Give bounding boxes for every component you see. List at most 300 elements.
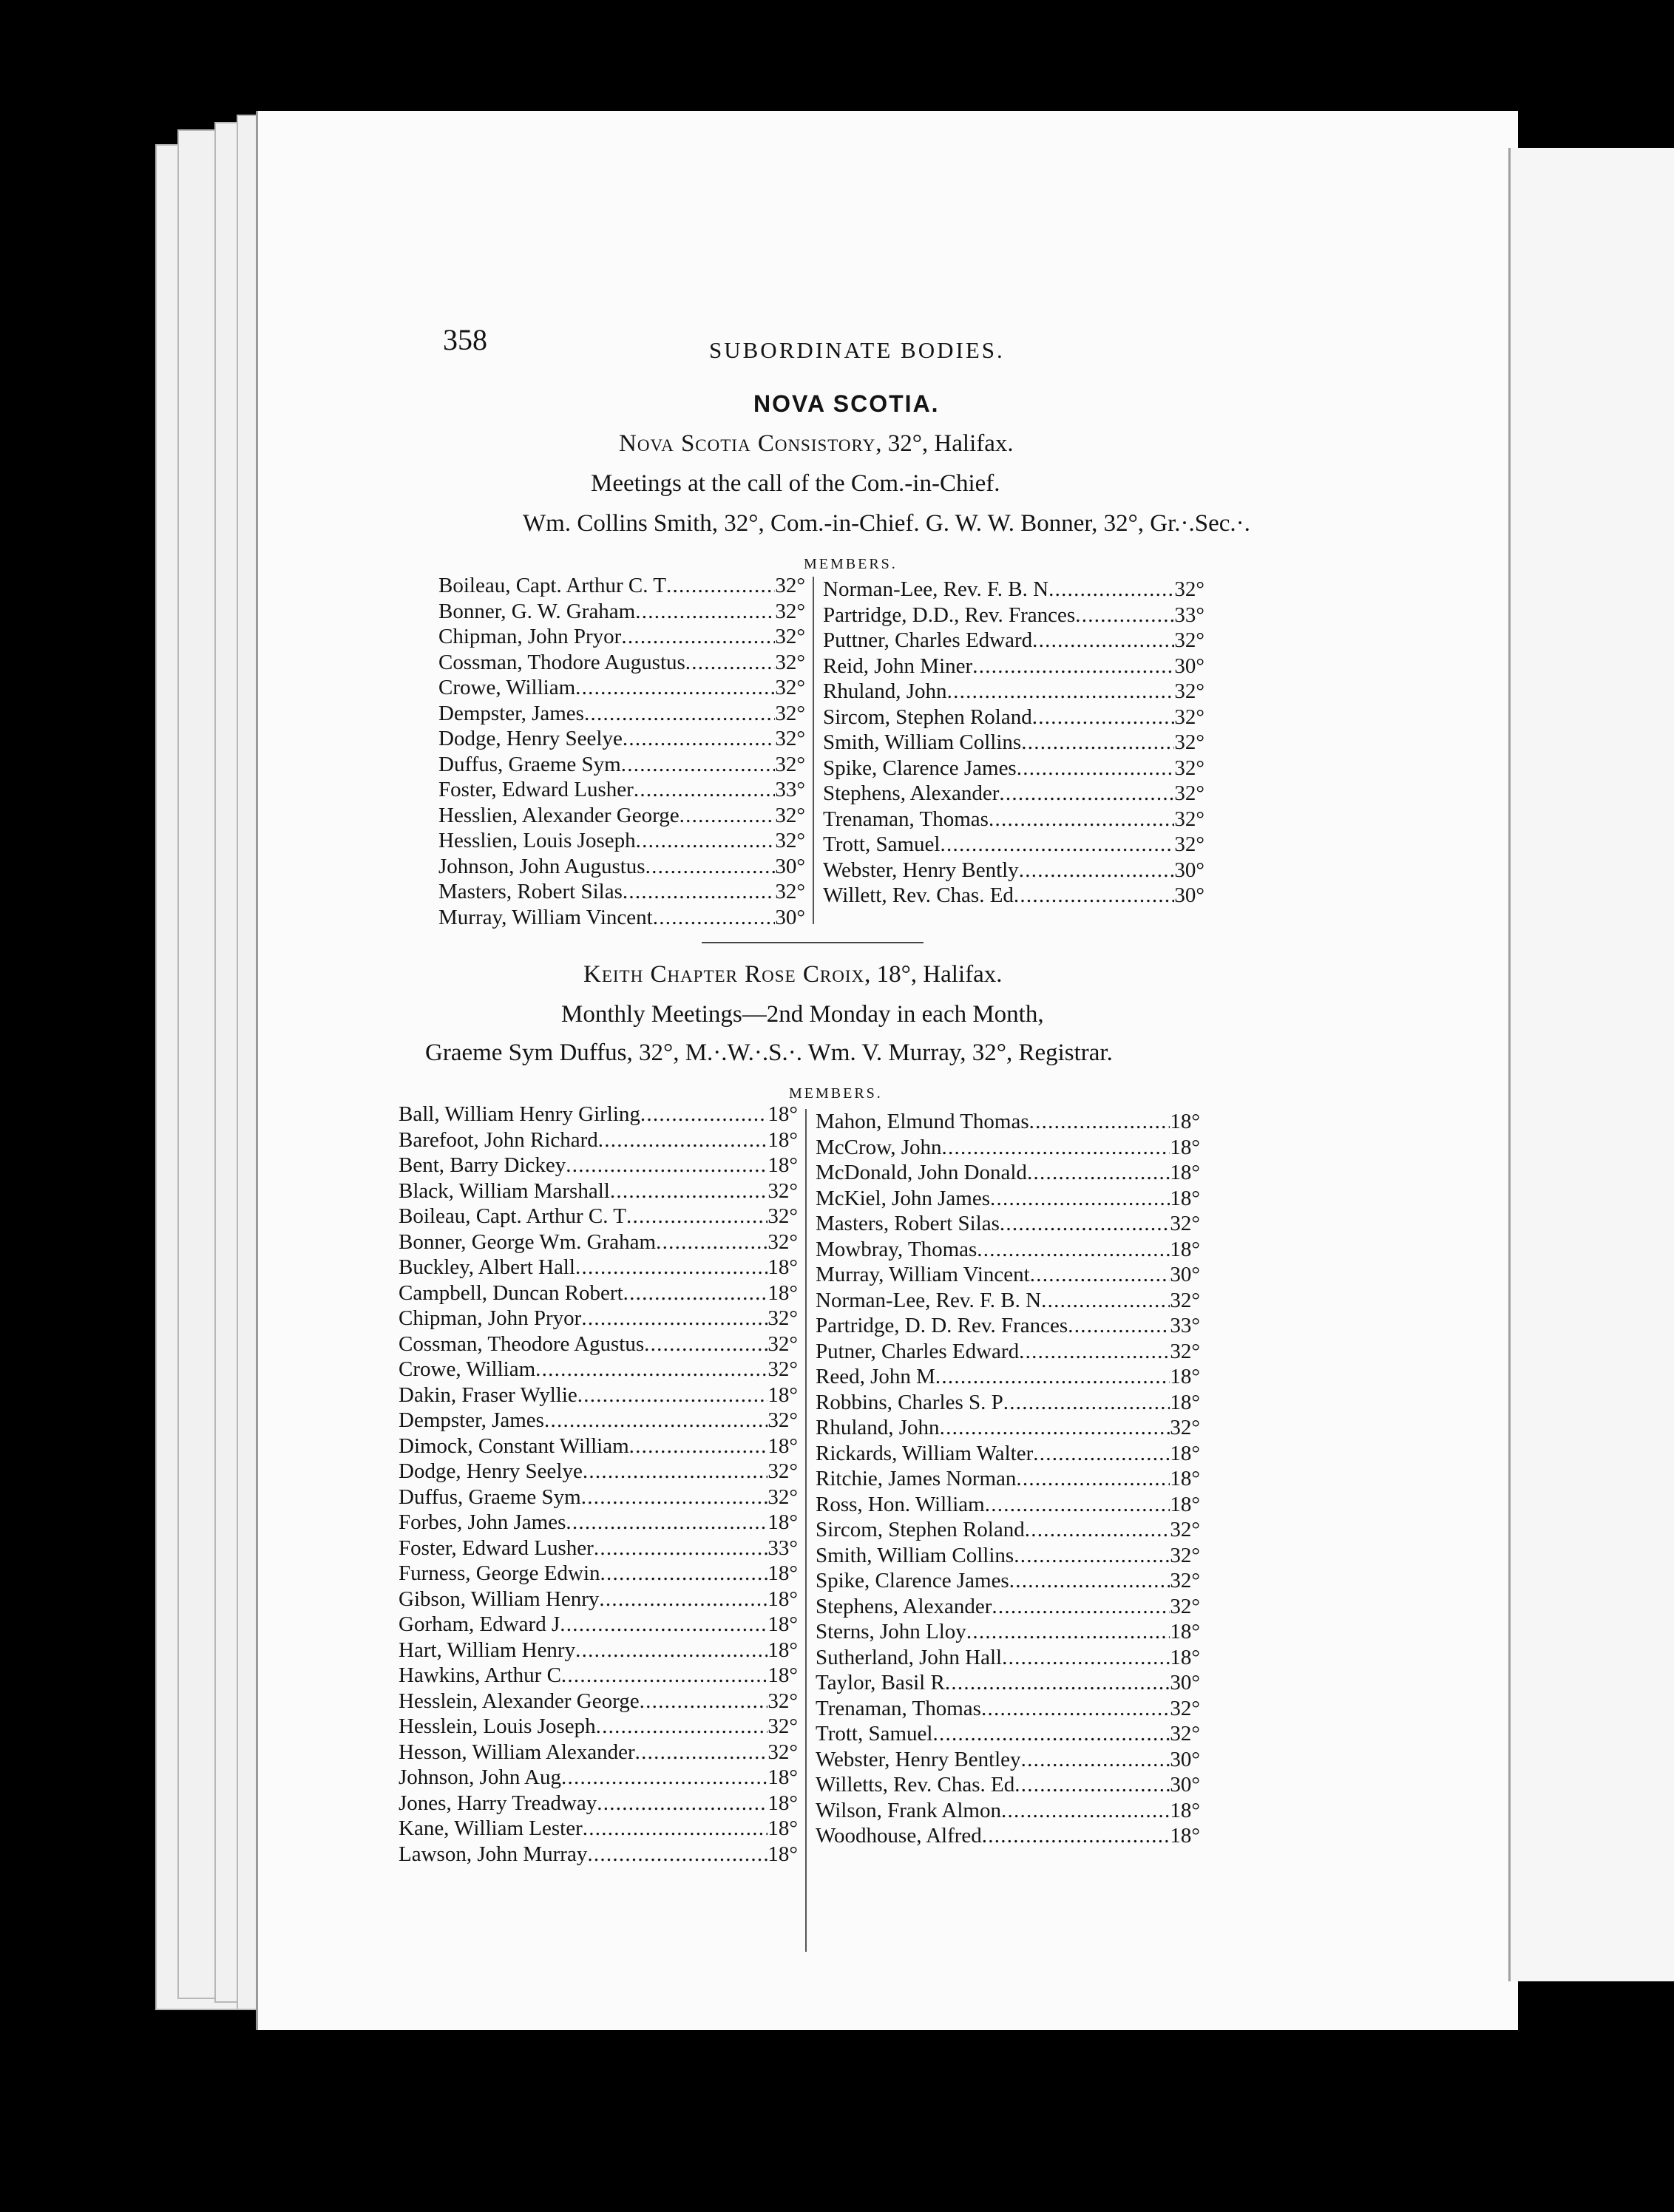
member-name: Sutherland, John Hall bbox=[816, 1645, 1003, 1669]
member-degree: 32° bbox=[1170, 1518, 1200, 1541]
member-entry bbox=[823, 832, 1204, 858]
book-page bbox=[256, 111, 1518, 2030]
dot-leader bbox=[1021, 1747, 1170, 1773]
dot-leader bbox=[640, 1689, 768, 1714]
member-degree: 18° bbox=[767, 1102, 798, 1126]
member-name: Partridge, D.D., Rev. Frances bbox=[823, 603, 1076, 627]
dot-leader bbox=[932, 1721, 1170, 1747]
member-name: McKiel, John James bbox=[816, 1186, 990, 1210]
dot-leader bbox=[587, 1842, 767, 1867]
member-degree: 18° bbox=[1170, 1467, 1200, 1490]
member-name: Trenaman, Thomas bbox=[823, 807, 989, 831]
member-degree: 32° bbox=[1170, 1543, 1200, 1567]
member-degree: 32° bbox=[775, 676, 805, 699]
member-entry bbox=[816, 1160, 1200, 1186]
dot-leader bbox=[1014, 1772, 1170, 1798]
member-entry bbox=[399, 1842, 798, 1867]
member-name: Bent, Barry Dickey bbox=[399, 1153, 566, 1177]
member-degree: 18° bbox=[767, 1791, 798, 1815]
member-name: Dakin, Fraser Wyllie bbox=[399, 1382, 577, 1407]
member-name: Chipman, John Pryor bbox=[438, 625, 622, 648]
member-name: Chipman, John Pryor bbox=[399, 1306, 582, 1330]
member-name: Reid, John Miner bbox=[823, 654, 973, 678]
dot-leader bbox=[623, 726, 776, 752]
member-name: Forbes, John James bbox=[399, 1510, 566, 1534]
dot-leader bbox=[653, 905, 776, 931]
member-name: Duffus, Graeme Sym bbox=[399, 1485, 581, 1509]
member-entry bbox=[399, 1791, 798, 1816]
member-name: Black, William Marshall bbox=[399, 1178, 610, 1203]
member-name: Smith, William Collins bbox=[816, 1543, 1014, 1567]
member-degree: 18° bbox=[1170, 1645, 1200, 1669]
consistory-members-left bbox=[438, 573, 805, 930]
member-degree: 32° bbox=[1170, 1416, 1200, 1439]
member-degree: 30° bbox=[1170, 1263, 1200, 1286]
member-degree: 18° bbox=[767, 1638, 798, 1662]
member-entry bbox=[816, 1466, 1200, 1492]
member-degree: 32° bbox=[775, 625, 805, 648]
dot-leader bbox=[945, 1670, 1170, 1696]
member-degree: 30° bbox=[1170, 1747, 1200, 1771]
member-name: Smith, William Collins bbox=[823, 730, 1022, 754]
member-degree: 30° bbox=[1174, 858, 1204, 882]
dot-leader bbox=[561, 1765, 767, 1791]
member-entry bbox=[399, 1153, 798, 1178]
member-degree: 32° bbox=[775, 880, 805, 903]
member-entry bbox=[816, 1262, 1200, 1288]
chapter-members-left bbox=[399, 1102, 798, 1867]
member-degree: 33° bbox=[775, 778, 805, 801]
dot-leader bbox=[1075, 603, 1174, 628]
member-entry bbox=[399, 1306, 798, 1331]
member-entry bbox=[823, 883, 1204, 909]
dot-leader bbox=[581, 1485, 768, 1510]
member-entry bbox=[438, 828, 805, 854]
member-entry bbox=[823, 628, 1204, 654]
consistory-officers: Wm. Collins Smith, 32°, Com.-in-Chief. G. W. W. Bonner, 32°, Gr.·.Sec.·. bbox=[523, 510, 1250, 537]
member-entry bbox=[816, 1645, 1200, 1671]
member-degree: 30° bbox=[1174, 654, 1204, 678]
dot-leader bbox=[989, 807, 1174, 832]
member-degree: 33° bbox=[1174, 603, 1204, 627]
member-degree: 18° bbox=[767, 1842, 798, 1866]
dot-leader bbox=[594, 1536, 768, 1561]
dot-leader bbox=[1019, 858, 1175, 883]
member-degree: 18° bbox=[1170, 1135, 1200, 1159]
member-entry bbox=[823, 807, 1204, 832]
member-degree: 32° bbox=[767, 1178, 798, 1203]
member-name: McCrow, John bbox=[816, 1135, 942, 1159]
member-entry bbox=[399, 1561, 798, 1587]
member-name: Gibson, William Henry bbox=[399, 1587, 600, 1611]
member-degree: 32° bbox=[767, 1459, 798, 1483]
member-entry bbox=[816, 1186, 1200, 1212]
dot-leader bbox=[685, 650, 776, 676]
dot-leader bbox=[600, 1561, 768, 1587]
member-name: Wilson, Frank Almon bbox=[816, 1798, 1001, 1822]
dot-leader bbox=[621, 752, 776, 778]
dot-leader bbox=[644, 1331, 767, 1357]
member-entry bbox=[438, 879, 805, 905]
member-degree: 32° bbox=[767, 1714, 798, 1738]
member-degree: 18° bbox=[1170, 1620, 1200, 1643]
member-degree: 18° bbox=[767, 1663, 798, 1687]
member-entry bbox=[823, 756, 1204, 781]
member-name: Stephens, Alexander bbox=[816, 1594, 992, 1618]
member-degree: 18° bbox=[1170, 1365, 1200, 1388]
dot-leader bbox=[1000, 1211, 1170, 1237]
dot-leader bbox=[575, 1255, 767, 1280]
member-name: Lawson, John Murray bbox=[399, 1842, 588, 1866]
member-name: Crowe, William bbox=[399, 1357, 536, 1381]
dot-leader bbox=[623, 1280, 768, 1306]
member-degree: 18° bbox=[767, 1510, 798, 1534]
member-entry bbox=[399, 1689, 798, 1714]
member-entry bbox=[399, 1434, 798, 1459]
member-name: Taylor, Basil R bbox=[816, 1671, 945, 1694]
member-entry bbox=[438, 650, 805, 676]
member-degree: 32° bbox=[775, 574, 805, 597]
member-name: Duffus, Graeme Sym bbox=[438, 752, 621, 776]
dot-leader bbox=[1009, 1568, 1170, 1594]
member-entry bbox=[823, 705, 1204, 730]
dot-leader bbox=[942, 1135, 1170, 1161]
member-entry bbox=[816, 1517, 1200, 1543]
member-name: Masters, Robert Silas bbox=[816, 1212, 1000, 1235]
member-degree: 32° bbox=[775, 727, 805, 750]
consistory-suffix: , 32°, Halifax. bbox=[875, 430, 1014, 457]
member-name: Hart, William Henry bbox=[399, 1638, 576, 1662]
dot-leader bbox=[982, 1823, 1170, 1849]
member-degree: 30° bbox=[775, 905, 805, 929]
member-name: Rickards, William Walter bbox=[816, 1441, 1034, 1465]
member-name: Norman-Lee, Rev. F. B. N bbox=[823, 577, 1049, 601]
member-entry bbox=[816, 1747, 1200, 1773]
member-degree: 18° bbox=[1170, 1161, 1200, 1184]
dot-leader bbox=[1002, 1645, 1170, 1671]
member-entry bbox=[399, 1280, 798, 1306]
member-entry bbox=[438, 803, 805, 829]
member-entry bbox=[438, 701, 805, 727]
member-name: Hesson, William Alexander bbox=[399, 1740, 635, 1764]
member-entry bbox=[816, 1441, 1200, 1467]
dot-leader bbox=[626, 1204, 767, 1229]
member-degree: 32° bbox=[767, 1740, 798, 1764]
member-entry bbox=[816, 1696, 1200, 1722]
member-entry bbox=[816, 1364, 1200, 1390]
member-degree: 18° bbox=[767, 1255, 798, 1279]
member-entry bbox=[438, 777, 805, 803]
dot-leader bbox=[1027, 1160, 1170, 1186]
member-entry bbox=[816, 1211, 1200, 1237]
member-name: Sircom, Stephen Roland bbox=[823, 705, 1032, 729]
dot-leader bbox=[635, 1740, 768, 1765]
chapter-officers: Graeme Sym Duffus, 32°, M.·.W.·.S.·. Wm. V. Murray, 32°, Registrar. bbox=[425, 1039, 1113, 1066]
member-entry bbox=[823, 858, 1204, 883]
member-name: Partridge, D. D. Rev. Frances bbox=[816, 1314, 1068, 1337]
member-entry bbox=[816, 1492, 1200, 1518]
member-degree: 32° bbox=[1174, 832, 1204, 856]
member-entry bbox=[399, 1536, 798, 1561]
member-degree: 18° bbox=[767, 1587, 798, 1611]
member-name: Dempster, James bbox=[399, 1408, 544, 1432]
member-name: Ritchie, James Norman bbox=[816, 1467, 1017, 1490]
member-name: Trott, Samuel bbox=[823, 832, 941, 856]
member-degree: 32° bbox=[767, 1408, 798, 1432]
member-name: Masters, Robert Silas bbox=[438, 880, 623, 903]
member-degree: 32° bbox=[775, 701, 805, 725]
member-name: Boileau, Capt. Arthur C. T bbox=[438, 574, 666, 597]
member-entry bbox=[438, 726, 805, 752]
chapter-suffix: , 18°, Halifax. bbox=[864, 961, 1003, 988]
chapter-members-heading: MEMBERS. bbox=[789, 1085, 883, 1102]
dot-leader bbox=[566, 1510, 767, 1536]
member-entry bbox=[399, 1229, 798, 1255]
member-name: McDonald, John Donald bbox=[816, 1161, 1027, 1184]
member-degree: 32° bbox=[1170, 1288, 1200, 1312]
member-entry bbox=[399, 1485, 798, 1510]
member-degree: 18° bbox=[1170, 1186, 1200, 1210]
member-degree: 18° bbox=[1170, 1110, 1200, 1133]
member-name: Ball, William Henry Girling bbox=[399, 1102, 640, 1126]
chapter-title bbox=[583, 961, 1003, 988]
dot-leader bbox=[634, 777, 776, 803]
member-entry bbox=[816, 1415, 1200, 1441]
member-entry bbox=[816, 1543, 1200, 1569]
consistory-title bbox=[619, 430, 1014, 458]
member-name: Furness, George Edwin bbox=[399, 1561, 600, 1585]
member-name: Campbell, Duncan Robert bbox=[399, 1280, 623, 1305]
member-entry bbox=[816, 1619, 1200, 1645]
chapter-members-right bbox=[816, 1109, 1200, 1849]
member-name: Woodhouse, Alfred bbox=[816, 1824, 982, 1848]
member-name: Trott, Samuel bbox=[816, 1722, 933, 1745]
member-entry bbox=[816, 1109, 1200, 1135]
member-degree: 18° bbox=[767, 1382, 798, 1407]
running-head: SUBORDINATE BODIES. bbox=[709, 337, 1005, 363]
member-name: Hesslien, Alexander George bbox=[438, 803, 680, 827]
consistory-meetings: Meetings at the call of the Com.-in-Chief. bbox=[591, 470, 1000, 497]
member-degree: 32° bbox=[1174, 807, 1204, 831]
member-degree: 32° bbox=[1170, 1594, 1200, 1618]
member-name: Murray, William Vincent bbox=[816, 1263, 1030, 1286]
member-degree: 18° bbox=[1170, 1492, 1200, 1516]
member-entry bbox=[816, 1798, 1200, 1824]
member-degree: 32° bbox=[1170, 1212, 1200, 1235]
member-degree: 32° bbox=[775, 650, 805, 674]
member-entry bbox=[816, 1313, 1200, 1339]
dot-leader bbox=[935, 1364, 1170, 1390]
member-degree: 32° bbox=[767, 1306, 798, 1330]
member-degree: 32° bbox=[1174, 730, 1204, 754]
dot-leader bbox=[1025, 1517, 1170, 1543]
member-name: Bonner, George Wm. Graham bbox=[399, 1229, 657, 1254]
consistory-name: Nova Scotia Consistory bbox=[619, 430, 876, 457]
dot-leader bbox=[583, 1459, 768, 1485]
member-degree: 18° bbox=[767, 1434, 798, 1458]
dot-leader bbox=[566, 1153, 767, 1178]
dot-leader bbox=[623, 879, 775, 905]
dot-leader bbox=[535, 1357, 767, 1382]
member-degree: 32° bbox=[1170, 1696, 1200, 1720]
member-degree: 18° bbox=[1170, 1441, 1200, 1465]
member-entry bbox=[399, 1408, 798, 1434]
dot-leader bbox=[636, 828, 776, 854]
member-degree: 18° bbox=[767, 1765, 798, 1789]
dot-leader bbox=[560, 1612, 767, 1638]
dot-leader bbox=[640, 1102, 767, 1127]
dot-leader bbox=[981, 1696, 1170, 1722]
member-name: Mowbray, Thomas bbox=[816, 1237, 977, 1261]
column-divider bbox=[805, 1109, 807, 1952]
member-degree: 18° bbox=[767, 1612, 798, 1636]
member-degree: 30° bbox=[1170, 1773, 1200, 1797]
member-entry bbox=[816, 1339, 1200, 1365]
member-degree: 32° bbox=[775, 752, 805, 776]
member-degree: 33° bbox=[767, 1536, 798, 1560]
member-entry bbox=[438, 752, 805, 778]
member-degree: 30° bbox=[775, 854, 805, 878]
member-entry bbox=[399, 1102, 798, 1127]
column-divider bbox=[813, 577, 814, 924]
dot-leader bbox=[577, 1382, 768, 1408]
dot-leader bbox=[985, 1492, 1170, 1518]
member-degree: 32° bbox=[767, 1204, 798, 1228]
member-entry bbox=[823, 781, 1204, 807]
member-name: Willett, Rev. Chas. Ed bbox=[823, 883, 1014, 907]
dot-leader bbox=[645, 854, 776, 880]
dot-leader bbox=[1048, 577, 1174, 603]
dot-leader bbox=[656, 1229, 767, 1255]
member-entry bbox=[816, 1721, 1200, 1747]
dot-leader bbox=[544, 1408, 767, 1434]
member-name: Dodge, Henry Seelye bbox=[438, 727, 623, 750]
member-degree: 32° bbox=[775, 599, 805, 623]
dot-leader bbox=[635, 599, 775, 625]
member-entry bbox=[399, 1612, 798, 1638]
member-name: Crowe, William bbox=[438, 676, 576, 699]
member-name: Barefoot, John Richard bbox=[399, 1127, 598, 1152]
dot-leader bbox=[581, 1306, 767, 1331]
member-entry bbox=[399, 1765, 798, 1791]
member-entry bbox=[816, 1568, 1200, 1594]
member-degree: 18° bbox=[767, 1561, 798, 1585]
member-degree: 32° bbox=[1170, 1339, 1200, 1363]
facing-page-edge bbox=[1508, 148, 1674, 1981]
member-degree: 30° bbox=[1174, 883, 1204, 907]
member-degree: 32° bbox=[1170, 1722, 1200, 1745]
consistory-members-heading: MEMBERS. bbox=[804, 556, 898, 572]
member-name: Dodge, Henry Seelye bbox=[399, 1459, 583, 1483]
member-entry bbox=[438, 599, 805, 625]
member-name: Willetts, Rev. Chas. Ed bbox=[816, 1773, 1015, 1797]
member-entry bbox=[399, 1382, 798, 1408]
member-entry bbox=[399, 1255, 798, 1280]
member-name: Cossman, Thodore Augustus bbox=[438, 650, 685, 674]
member-entry bbox=[399, 1178, 798, 1204]
member-entry bbox=[399, 1638, 798, 1663]
member-name: Boileau, Capt. Arthur C. T bbox=[399, 1204, 626, 1228]
member-entry bbox=[438, 905, 805, 931]
member-name: Stephens, Alexander bbox=[823, 781, 1000, 805]
dot-leader bbox=[977, 1237, 1170, 1263]
member-entry bbox=[816, 1237, 1200, 1263]
member-name: Puttner, Charles Edward bbox=[823, 628, 1033, 652]
member-name: Norman-Lee, Rev. F. B. N bbox=[816, 1288, 1042, 1312]
member-entry bbox=[823, 603, 1204, 628]
member-degree: 32° bbox=[775, 829, 805, 852]
member-degree: 18° bbox=[767, 1127, 798, 1152]
member-entry bbox=[399, 1816, 798, 1842]
dot-leader bbox=[666, 573, 775, 599]
dot-leader bbox=[584, 701, 775, 727]
member-degree: 32° bbox=[767, 1331, 798, 1356]
member-entry bbox=[438, 573, 805, 599]
member-name: Spike, Clarence James bbox=[823, 756, 1017, 780]
member-name: Hesslein, Louis Joseph bbox=[399, 1714, 596, 1738]
chapter-meetings: Monthly Meetings—2nd Monday in each Month, bbox=[561, 1001, 1044, 1028]
member-name: Jones, Harry Treadway bbox=[399, 1791, 597, 1815]
dot-leader bbox=[575, 675, 775, 701]
member-name: Trenaman, Thomas bbox=[816, 1696, 981, 1720]
dot-leader bbox=[940, 832, 1174, 858]
dot-leader bbox=[1032, 705, 1175, 730]
member-name: Gorham, Edward J bbox=[399, 1612, 560, 1636]
member-entry bbox=[399, 1714, 798, 1740]
member-degree: 32° bbox=[767, 1689, 798, 1713]
member-name: Putner, Charles Edward bbox=[816, 1339, 1020, 1363]
member-degree: 32° bbox=[1170, 1569, 1200, 1592]
member-name: Murray, William Vincent bbox=[438, 905, 653, 929]
member-name: Spike, Clarence James bbox=[816, 1569, 1009, 1592]
dot-leader bbox=[1068, 1313, 1170, 1339]
member-degree: 32° bbox=[767, 1229, 798, 1254]
member-entry bbox=[438, 854, 805, 880]
dot-leader bbox=[990, 1186, 1170, 1212]
dot-leader bbox=[972, 654, 1174, 679]
dot-leader bbox=[1030, 1262, 1170, 1288]
member-entry bbox=[399, 1587, 798, 1612]
member-degree: 32° bbox=[767, 1485, 798, 1509]
dot-leader bbox=[610, 1178, 768, 1204]
member-entry bbox=[816, 1772, 1200, 1798]
member-name: Sircom, Stephen Roland bbox=[816, 1518, 1025, 1541]
member-degree: 32° bbox=[1174, 628, 1204, 652]
member-entry bbox=[399, 1510, 798, 1536]
dot-leader bbox=[999, 781, 1174, 807]
member-name: Dempster, James bbox=[438, 701, 584, 725]
member-name: Robbins, Charles S. P bbox=[816, 1390, 1003, 1414]
dot-leader bbox=[1017, 756, 1175, 781]
member-entry bbox=[816, 1135, 1200, 1161]
member-degree: 32° bbox=[1174, 756, 1204, 780]
page-number: 358 bbox=[443, 323, 487, 356]
member-entry bbox=[399, 1204, 798, 1229]
dot-leader bbox=[992, 1594, 1170, 1620]
dot-leader bbox=[1014, 1543, 1170, 1569]
dot-leader bbox=[583, 1816, 768, 1842]
member-degree: 32° bbox=[1174, 705, 1204, 729]
member-degree: 18° bbox=[1170, 1237, 1200, 1261]
member-entry bbox=[816, 1670, 1200, 1696]
member-entry bbox=[399, 1459, 798, 1485]
dot-leader bbox=[597, 1791, 767, 1816]
member-degree: 32° bbox=[767, 1357, 798, 1381]
member-name: Foster, Edward Lusher bbox=[438, 778, 634, 801]
member-name: Bonner, G. W. Graham bbox=[438, 599, 636, 623]
member-degree: 32° bbox=[1174, 781, 1204, 805]
dot-leader bbox=[598, 1127, 768, 1153]
